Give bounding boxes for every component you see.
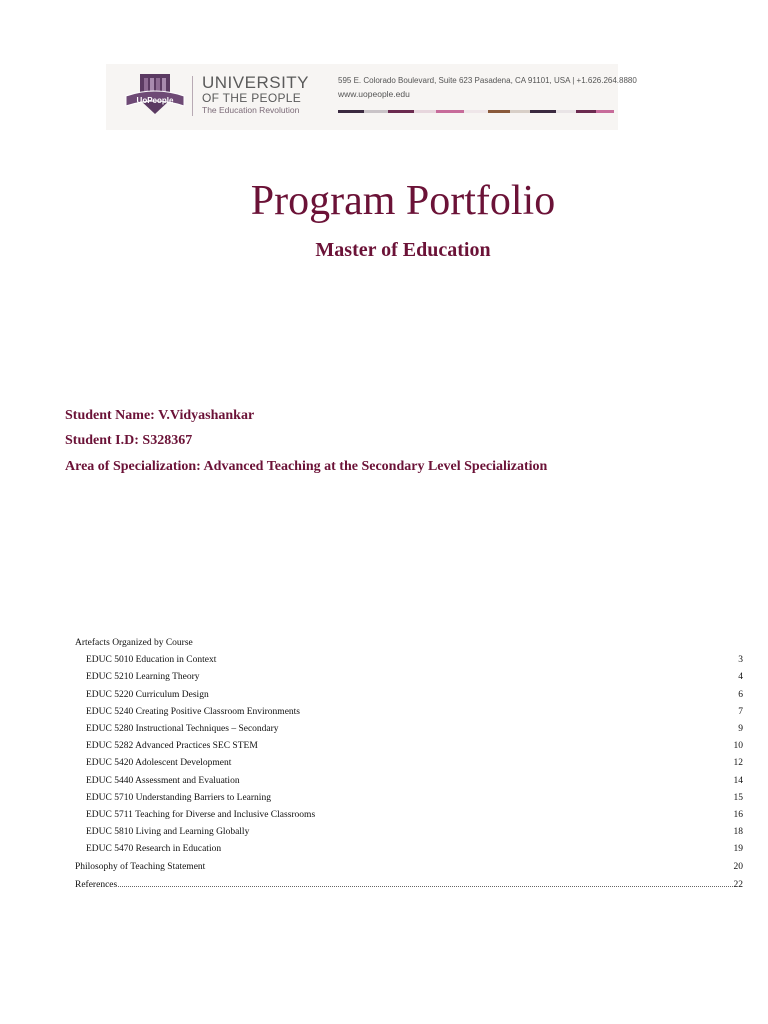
toc-entry-page: 10 — [733, 741, 743, 752]
toc-entry-page: 4 — [738, 672, 743, 683]
letterhead — [106, 64, 637, 130]
university-tagline: The Education Revolution — [202, 105, 300, 115]
stripe-segment — [338, 110, 364, 113]
stripe-segment — [464, 110, 488, 113]
university-address: 595 E. Colorado Boulevard, Suite 623 Pasadena, CA 91101, USA | +1.626.264.8880 — [338, 76, 637, 85]
toc-entry[interactable] — [86, 842, 743, 856]
toc-entry-label: Artefacts Organized by Course — [75, 638, 193, 648]
stripe-segment — [436, 110, 464, 113]
toc-entry-label: EDUC 5220 Curriculum Design — [86, 689, 209, 700]
toc-entry-label: EDUC 5470 Research in Education — [86, 844, 222, 855]
toc-entry-label: Philosophy of Teaching Statement — [75, 861, 206, 872]
stripe-segment — [576, 110, 596, 113]
toc-entry-label: EDUC 5280 Instructional Techniques – Secondary — [86, 724, 279, 734]
stripe-segment — [596, 110, 614, 113]
toc-entry[interactable] — [75, 860, 743, 874]
toc-entry[interactable] — [75, 636, 743, 650]
toc-entry-page: 3 — [738, 655, 743, 666]
toc-entry[interactable] — [86, 670, 743, 684]
toc-entry-page: 7 — [738, 706, 743, 717]
toc-entry[interactable] — [86, 722, 743, 736]
stripe-segment — [364, 110, 388, 113]
toc-entry-page: 16 — [733, 810, 743, 820]
stripe-segment — [530, 110, 556, 113]
toc-entry-label: EDUC 5282 Advanced Practices SEC STEM — [86, 741, 258, 752]
stripe-segment — [510, 110, 530, 113]
stripe-segment — [556, 110, 576, 113]
university-website: www.uopeople.edu — [338, 89, 410, 99]
student-id: Student I.D: S328367 — [65, 433, 193, 448]
toc-leader — [118, 877, 732, 887]
page-title: Program Portfolio — [250, 178, 556, 224]
specialization: Area of Specialization: Advanced Teaching at the Secondary Level Specialization — [65, 459, 548, 474]
toc-entry[interactable] — [86, 756, 743, 770]
toc-entry-label: EDUC 5810 Living and Learning Globally — [86, 827, 250, 838]
toc-entry-page: 14 — [733, 775, 743, 786]
toc-entry-page: 22 — [733, 879, 743, 890]
toc-entry-page: 12 — [733, 758, 743, 769]
toc-entry[interactable] — [86, 653, 743, 667]
university-name-line2: OF THE PEOPLE — [202, 91, 302, 105]
stripe-segment — [488, 110, 510, 113]
toc-entry-page: 9 — [738, 724, 743, 734]
toc-entry[interactable] — [86, 705, 743, 719]
toc-entry-page: 20 — [733, 861, 743, 872]
toc-entry-label: EDUC 5010 Education in Context — [86, 655, 217, 666]
toc-entry[interactable] — [86, 774, 743, 788]
toc-entry-label: EDUC 5240 Creating Positive Classroom Environments — [86, 706, 301, 717]
toc-entry[interactable] — [86, 688, 743, 702]
toc-entry-label: EDUC 5420 Adolescent Development — [86, 758, 232, 769]
toc-entry[interactable] — [86, 825, 743, 839]
toc-entry-label: EDUC 5440 Assessment and Evaluation — [86, 775, 240, 786]
toc-entry-page: 15 — [733, 792, 743, 803]
university-name-line1: UNIVERSITY — [202, 73, 310, 92]
badge-text: UoPeople — [136, 96, 174, 105]
color-stripe — [338, 110, 614, 113]
toc-entry[interactable] — [75, 877, 743, 891]
toc-entry-page: 6 — [738, 689, 743, 700]
toc-entry-page: 18 — [733, 827, 743, 838]
logo-divider — [192, 76, 193, 116]
toc-entry-label: EDUC 5710 Understanding Barriers to Learning — [86, 792, 271, 803]
page-subtitle: Master of Education — [315, 239, 491, 261]
toc-entry-label: EDUC 5210 Learning Theory — [86, 672, 200, 683]
student-name: Student Name: V.Vidyashankar — [65, 408, 255, 423]
toc-entry[interactable] — [86, 808, 743, 822]
stripe-segment — [414, 110, 436, 113]
toc-entry[interactable] — [86, 739, 743, 753]
toc-entry[interactable] — [86, 791, 743, 805]
uopeople-shield-icon — [124, 70, 186, 120]
stripe-segment — [388, 110, 414, 113]
toc-entry-page: 19 — [733, 844, 743, 855]
toc-entry-label: References — [75, 879, 118, 890]
toc-entry-label: EDUC 5711 Teaching for Diverse and Inclusive Classrooms — [86, 810, 316, 820]
